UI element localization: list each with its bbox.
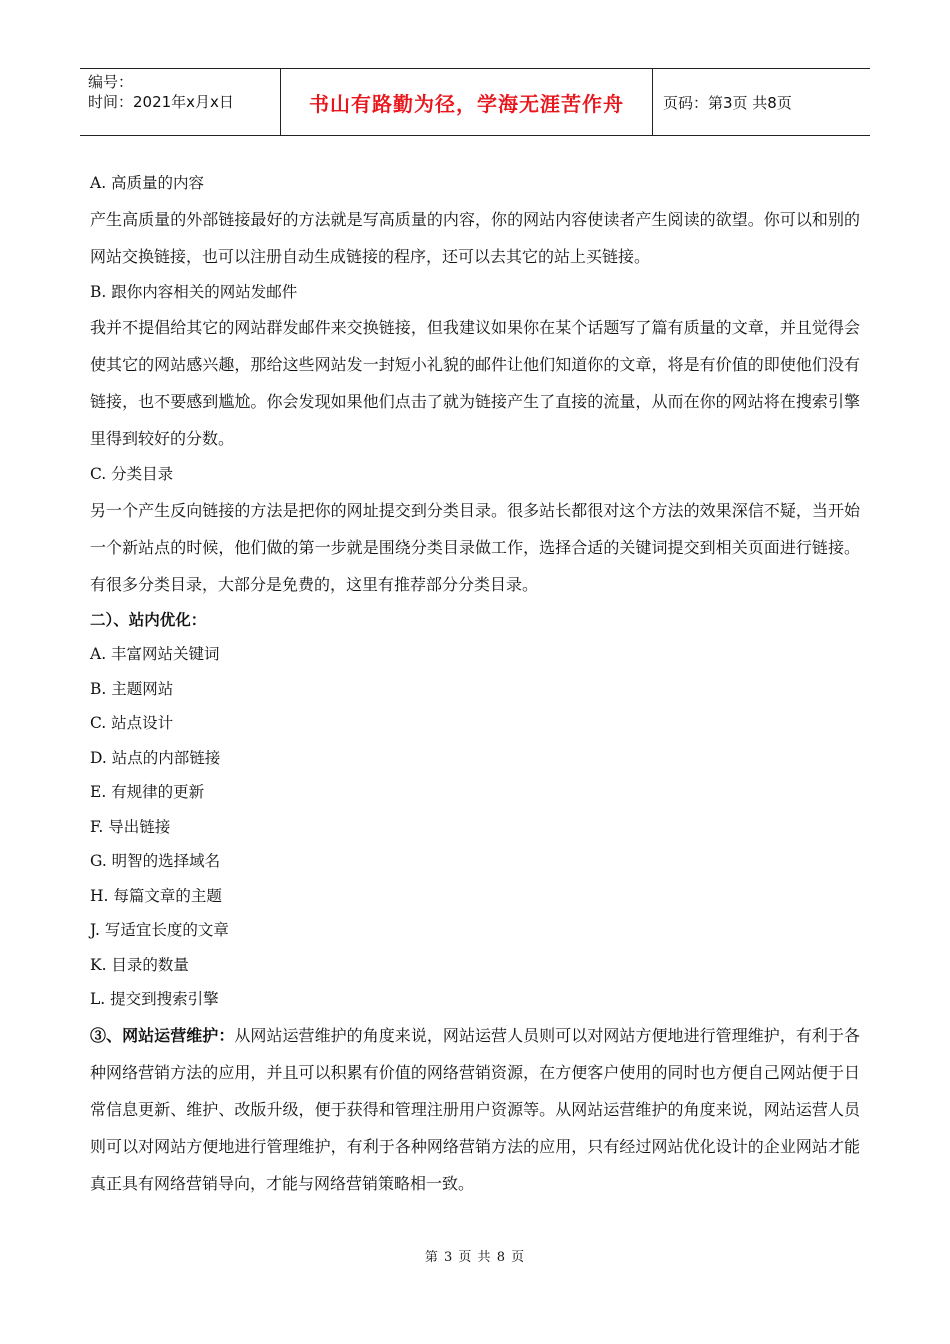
document-body <box>90 166 860 1202</box>
list-item: A. 丰富网站关键词 <box>90 645 220 663</box>
page-footer: 第 3 页 共 8 页 <box>424 1250 526 1265</box>
operations-text: 从网站运营维护的角度来说，网站运营人员则可以对网站方便地进行管理维护，有利于各种网络营销方法的应用，并且可以积累有价值的网络营销资源，在方便客户使用的同时也方便自己网站便于日常信息更新、维护、改版升级，便于获得和管理注册用户资源等。从网站运营维护的角度来说，网站运营人员则可以对网站方便地进行管理维护，有利于各种网络营销方法的应用，只有经过网站优化设计的企业网站才能真正具有网络营销导向，才能与网络营销策略相一致。 <box>90 1025 860 1193</box>
list-item: C. 站点设计 <box>90 714 174 732</box>
onsite-optimization-list <box>90 637 860 1017</box>
subheading-b: B. 跟你内容相关的网站发邮件 <box>90 282 298 301</box>
paragraph-c: 另一个产生反向链接的方法是把你的网址提交到分类目录。很多站长都很对这个方法的效果深信不疑，当开始一个新站点的时候，他们做的第一步就是围绕分类目录做工作，选择合适的关键词提交到相关页面进行链接。有很多分类目录，大部分是免费的，这里有推荐部分分类目录。 <box>90 500 860 594</box>
list-item: F. 导出链接 <box>90 817 171 836</box>
page-header <box>80 68 870 136</box>
list-item: G. 明智的选择域名 <box>90 852 221 870</box>
subheading-c: C. 分类目录 <box>90 465 174 483</box>
list-item: D. 站点的内部链接 <box>90 748 221 767</box>
header-page-number: 页码：第3页 共8页 <box>663 93 792 112</box>
doc-number-label: 编号： <box>88 73 134 91</box>
list-item: J. 写适宜长度的文章 <box>90 921 229 939</box>
subheading-a: A. 高质量的内容 <box>90 174 205 192</box>
list-item: H. 每篇文章的主题 <box>90 886 222 905</box>
header-motto: 书山有路勤为径，学海无涯苦作舟 <box>281 69 653 135</box>
date-label: 时间：2021年x月x日 <box>88 93 234 111</box>
paragraph-b: 我并不提倡给其它的网站群发邮件来交换链接，但我建议如果你在某个话题写了篇有质量的文章，并且觉得会使其它的网站感兴趣，那给这些网站发一封短小礼貌的邮件让他们知道你的文章，将是有价值的即使他们没有链接，也不要感到尴尬。你会发现如果他们点击了就为链接产生了直接的流量，从而在你的网站将在搜索引擎里得到较好的分数。 <box>90 318 860 448</box>
list-item: K. 目录的数量 <box>90 955 189 974</box>
list-item: E. 有规律的更新 <box>90 783 205 801</box>
paragraph-operations <box>90 1017 860 1202</box>
list-item: L. 提交到搜索引擎 <box>90 990 219 1008</box>
paragraph-a: 产生高质量的外部链接最好的方法就是写高质量的内容，你的网站内容使读者产生阅读的欲望。你可以和别的网站交换链接，也可以注册自动生成链接的程序，还可以去其它的站上买链接。 <box>90 209 860 266</box>
list-item: B. 主题网站 <box>90 679 174 698</box>
section-title-onsite: 二）、站内优化： <box>90 609 207 629</box>
section-title-operations: ③、网站运营维护： <box>90 1025 235 1045</box>
header-meta <box>80 69 281 135</box>
